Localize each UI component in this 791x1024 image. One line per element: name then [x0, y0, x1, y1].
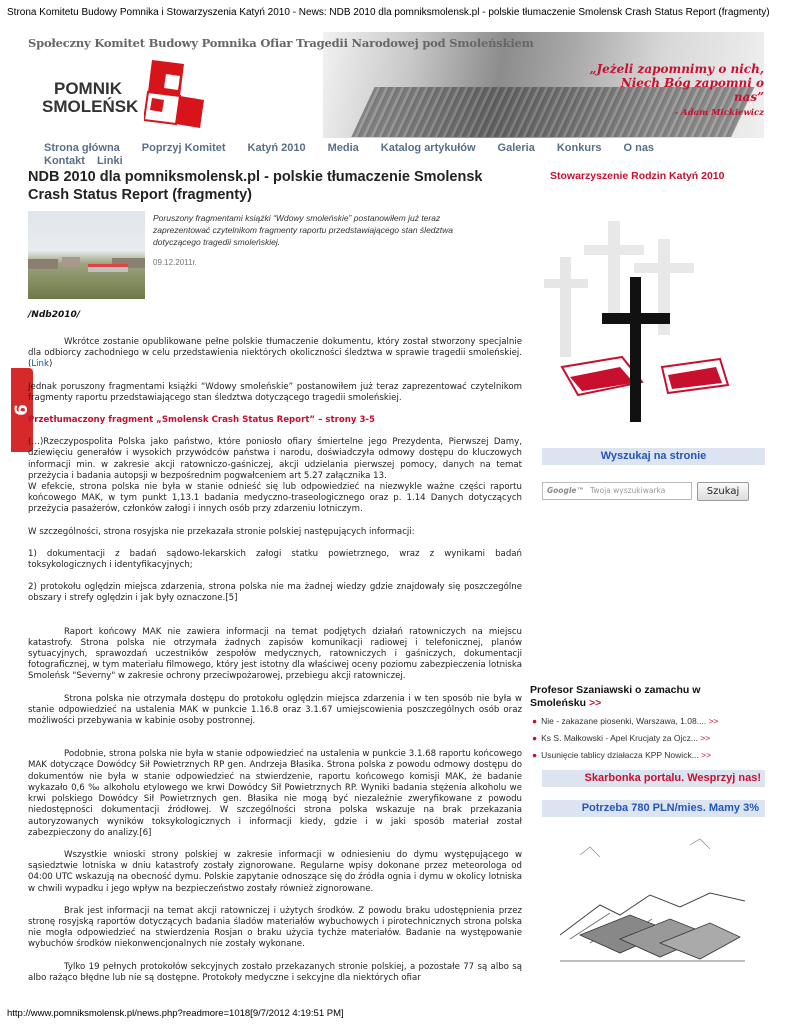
paragraph-10: Podobnie, strona polska nie była w stanie odpowiedzieć na ustalenia w punkcie 3.1.68 raportu końcowego MAK dotyczące Dowódcy Sił Powietrznych RP gen. Andrzeja Błasika. Strona polska z powodu odmowy dostępu do dokumentów nie była w stanie odpowiedzieć na stwierdzenie, raportu końcowego komisji MAK, że badanie wykazało 0,6 ‰ alkoholu etylowego we krwi Dowódcy Sił Powietrznych RP. Wyniki badania stężenia alkoholu we krwi polskiego Dowódcy Sił Powietrznych gen. Błasika nie mogą być niezależnie zweryfikowane z powodu niedostępności dokumentacji źródłowej. W szczególności strona polska wskazuje na brak przekazania autoryzowanych wyników toksykologicznych i informacji kiedy, gdzie i w jaki sposób materiał został zabezpieczony do analizy.[6] — [28, 749, 522, 838]
article-body — [28, 337, 522, 995]
bullet-icon: ● — [532, 716, 538, 726]
nav-media[interactable]: Media — [327, 142, 359, 154]
nav-strona-glowna[interactable]: Strona główna — [44, 142, 120, 154]
paragraph-1 — [28, 337, 522, 371]
logo-checker-icon — [144, 60, 208, 132]
site-banner — [28, 32, 764, 138]
nav-katalog-artykulow[interactable]: Katalog artykułów — [380, 142, 476, 154]
print-footer: http://www.pomniksmolensk.pl/news.php?readmore=1018[9/7/2012 4:19:51 PM] — [7, 1008, 344, 1019]
paragraph-7: 2) protokołu oględzin miejsca zdarzenia, strona polska nie ma żadnej wiedzy gdzie znajdowały się poszczególne obszary i strefy oględzin i jak były oznaczone.[5] — [28, 582, 522, 604]
article-date: 09.12.2011r. — [153, 258, 197, 267]
bullet-icon: ● — [532, 733, 538, 743]
search-placeholder: Twoja wyszukiwarka — [590, 486, 666, 495]
logo-line1: POMNIK — [54, 79, 122, 98]
list-item[interactable] — [532, 733, 762, 750]
memorial-sketch-icon — [560, 835, 745, 975]
print-header: Strona Komitetu Budowy Pomnika i Stowarzyszenia Katyń 2010 - News: NDB 2010 dla pomniksmolensk.pl - polskie tłumaczenie Smolensk Crash Status Report (fragmenty) — [7, 7, 770, 18]
news-link[interactable]: Nie - zakazane piosenki, Warszawa, 1.08.... — [541, 716, 707, 726]
bullet-icon: ● — [532, 750, 538, 760]
article-author: /Ndb2010/ — [28, 310, 81, 320]
site-logo[interactable] — [42, 80, 138, 116]
article-thumbnail[interactable] — [28, 211, 145, 299]
news-more[interactable]: >> — [700, 733, 711, 743]
paragraph-8: Raport końcowy MAK nie zawiera informacji na temat podjętych działań ratowniczych na miejscu katastrofy. Strona polska nie otrzymała żadnych zapisów komunikacji radiowej i telefonicznej, planów sytuacyjnych, sprawozdań uczestników zespołów medycznych, ratowniczych i gaśniczych, dokumentacji fotograficznej, w tym materiału filmowego, który jest istotny dla właściwej oceny poziomu zabezpieczenia lotniska Smoleńsk "Severny" w zakresie ochrony przeciwpożarowej, przebiegu akcji ratowniczej. — [28, 626, 522, 682]
news-more[interactable]: >> — [701, 750, 712, 760]
quote-line2: Niech Bóg zapomni o nas” — [620, 76, 764, 104]
fragment-heading: Przetłumaczony fragment „Smolensk Crash Status Report” – strony 3-5 — [28, 415, 375, 426]
p1-close: ) — [48, 359, 53, 370]
nav-galeria[interactable]: Galeria — [497, 142, 535, 154]
paragraph-5: W szczególności, strona rosyjska nie przekazała stronie polskiej następujących informacji: — [28, 526, 415, 537]
prof-section-title[interactable] — [530, 684, 755, 710]
assoc-title[interactable]: Stowarzyszenie Rodzin Katyń 2010 — [550, 170, 725, 182]
news-link[interactable]: Usunięcie tablicy działacza KPP Nowick... — [541, 750, 699, 760]
quote-author: - Adam Mickiewicz — [674, 108, 764, 118]
nav-konkurs[interactable]: Konkurs — [556, 142, 602, 154]
paragraph-6: 1) dokumentacji z badań sądowo-lekarskich załogi statku powietrznego, wraz z wynikami badań toksykologicznych i identyfikacyjnych; — [28, 548, 522, 571]
nav-kontakt[interactable]: Kontakt — [44, 155, 85, 167]
article-title: NDB 2010 dla pomniksmolensk.pl - polskie tłumaczenie Smolensk Crash Status Report (fragmenty) — [28, 169, 483, 203]
prof-title-text: Profesor Szaniawski o zamachu w Smoleńsku — [530, 684, 701, 709]
google-icon: Google™ — [547, 486, 584, 495]
side-tab-label: 6 — [12, 404, 32, 416]
paragraph-13: Tylko 19 pełnych protokołów sekcyjnych zostało przekazanych stronie polskiej, a pozostałe 77 są albo są albo rażąco błędne lub nie są dostępne. Protokoły medyczne i sekcyjne dla niektórych ofiar — [28, 961, 522, 983]
banner-quote — [588, 62, 764, 120]
main-nav — [44, 142, 744, 168]
crosses-emblem-icon — [542, 217, 732, 427]
paragraph-11: Wszystkie wnioski strony polskiej w zakresie informacji w odniesieniu do dymu występującego w sąsiedztwie lotniska w dniu katastrofy zostały zignorowane. Regularne wpisy dokonane przez meteorologa od 04:00 UTC wskazują na obecność dymu. Polskie zapytanie odnoszące się do źródła ognia i dymu w okolicy lotniska w chwili wypadku i jego wpływ na bezpieczeństwo zostały również zignorowane. — [28, 849, 522, 894]
nav-poprzyj-komitet[interactable]: Poprzyj Komitet — [141, 142, 226, 154]
news-list — [532, 716, 762, 767]
funding-status: Potrzeba 780 PLN/mies. Mamy 3% — [542, 800, 765, 817]
banner-title: Społeczny Komitet Budowy Pomnika Ofiar Tragedii Narodowej pod Smoleńskiem — [28, 36, 534, 50]
paragraph-2: Jednak poruszony fragmentami książki “Wdowy smoleńskie” postanowiłem już teraz zaprezentować czytelnikom fragmenty raportu przedstawiającego stan śledztwa dotyczącego tragedii smoleńskiej. — [28, 381, 522, 403]
skarbonka-link[interactable]: Skarbonka portalu. Wesprzyj nas! — [542, 770, 765, 787]
site-search-input[interactable] — [542, 482, 692, 500]
nav-o-nas[interactable]: O nas — [623, 142, 655, 154]
quote-line1: „Jeżeli zapomnimy o nich, — [589, 62, 764, 76]
report-link[interactable]: Link — [31, 359, 49, 370]
news-link[interactable]: Ks S. Małkowski - Apel Krucjaty za Ojcz... — [541, 733, 698, 743]
nav-linki[interactable]: Linki — [96, 155, 123, 167]
list-item[interactable] — [532, 750, 762, 767]
nav-katyn-2010[interactable]: Katyń 2010 — [247, 142, 306, 154]
p1-text: Wkrótce zostanie opublikowane pełne polskie tłumaczenie dokumentu, który został stworzony specjalnie dla odbiorcy zachodniego w celu przedstawienia niektórych okoliczności śledztwa w sprawie tragedii smoleńskiej. ( — [28, 337, 522, 370]
search-button[interactable]: Szukaj — [697, 482, 749, 501]
prof-more-arrow[interactable]: >> — [588, 697, 602, 709]
paragraph-3: (…)Rzeczypospolita Polska jako państwo, które poniosło ofiary śmiertelne jego Prezydenta, Pierwszej Damy, dziewięciu generałów i wysokich przywódców państwa i narodu, doświadczyła odmowy dostępu do kluczowych informacji min. w zakresie akcji ratowniczo-gaśniczej, akcji udzielania pierwszej pomocy, danych na temat przeżycia i badania autopsji w bezpośrednim pogwałceniem art 5.27 załącznika 13. — [28, 437, 522, 481]
paragraph-12: Brak jest informacji na temat akcji ratowniczej i użytych środków. Z powodu braku udostępnienia przez stronę rosyjską raportów dotyczących badania śladów materiałów wybuchowych i pirotechnicznych strona polska nie mogła odpowiedzieć na stwierdzenia Rosjan o braku użycia tychże materiałów. Badanie na występowanie wybuchów środków niekonwencjonalnych nie zostały wykonane. — [28, 905, 522, 950]
list-item[interactable] — [532, 716, 762, 733]
paragraph-4: W efekcie, strona polska nie była w stanie odnieść się lub odpowiedzieć na niezwykle ważne części raportu końcowego MAK, w tym punkt 1,13.1 badania medyczno-traseologicznego oraz p. 1.14 Danych dotyczących przeżycia pasażerów, członków załogi i innych osób przy zdarzeniu lotniczym. — [28, 482, 522, 515]
paragraph-9: Strona polska nie otrzymała dostępu do protokołu oględzin miejsca zdarzenia i w ten sposób nie była w stanie odpowiedzieć na ustalenia MAK w punkcie 1.16.8 oraz 3.1.67 umiejscowienia poszczególnych osób oraz możliwości przebywania w kabinie osoby postronnej. — [28, 693, 522, 727]
article-intro: Poruszony fragmentami książki “Wdowy smoleńskie” postanowiłem już teraz zaprezentować czytelnikom fragmenty raportu przedstawiającego stan śledztwa dotyczącego tragedii smoleńskiej. — [153, 213, 454, 247]
news-more[interactable]: >> — [708, 716, 719, 726]
search-section-title: Wyszukaj na stronie — [542, 448, 765, 465]
logo-line2: SMOLEŃSK — [42, 97, 139, 116]
